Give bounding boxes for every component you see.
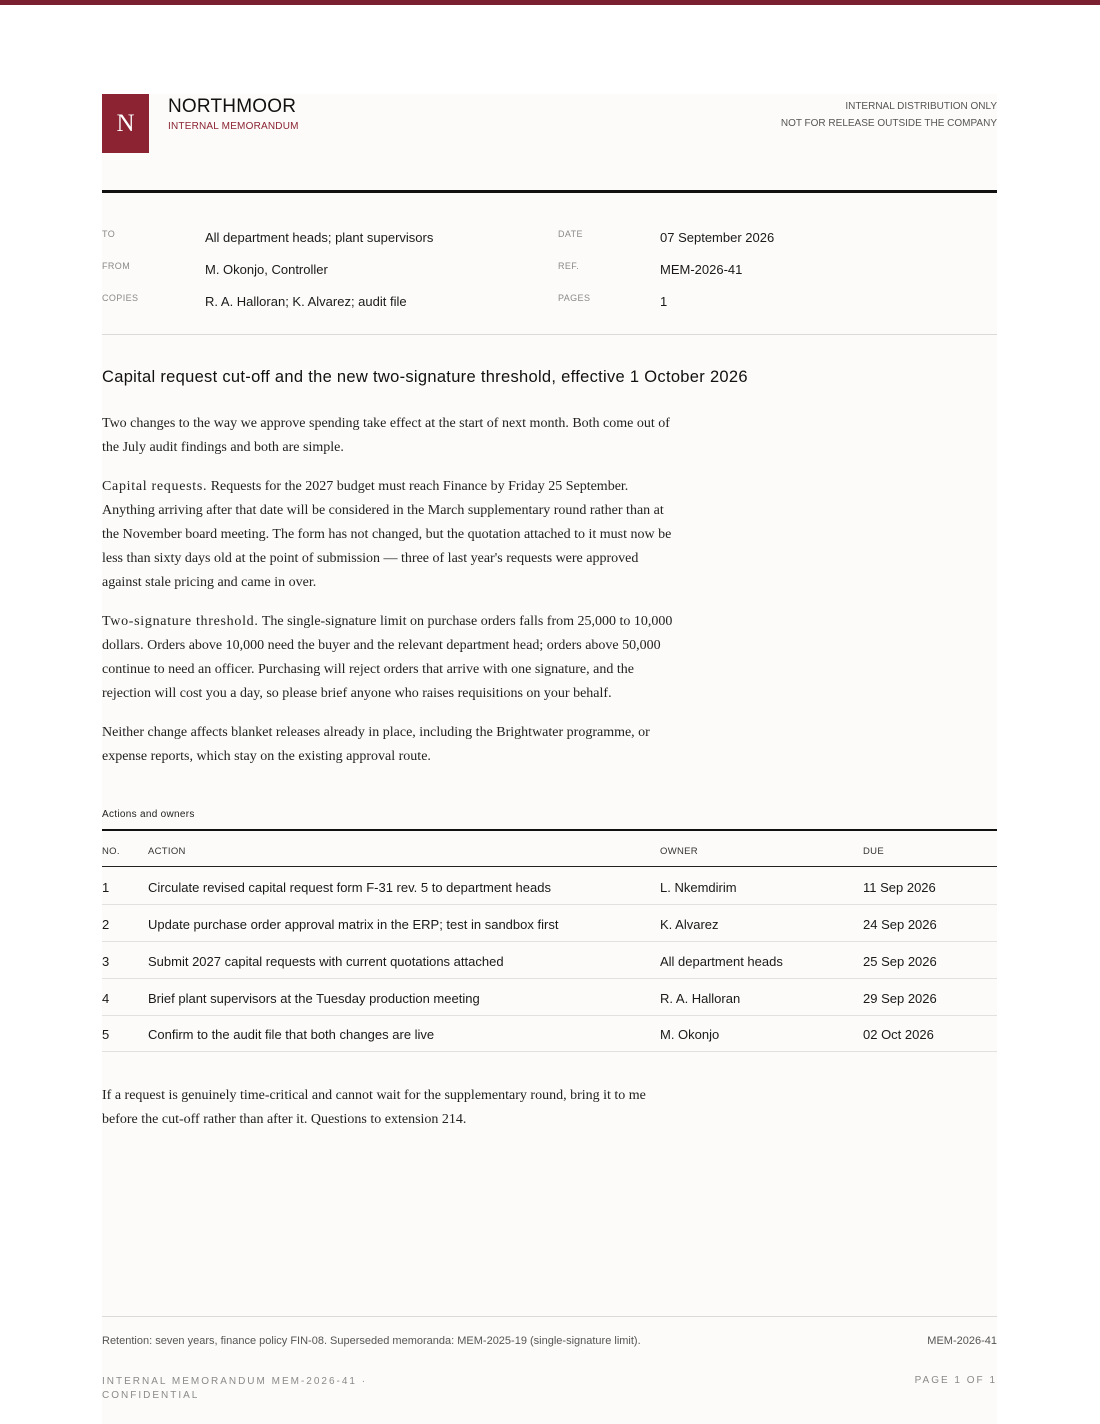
actions-table-header (102, 832, 997, 867)
footer-reference: MEM-2026-41 (927, 1335, 997, 1347)
from-value: M. Okonjo, Controller (205, 262, 328, 277)
header-action: ACTION (148, 846, 186, 857)
copies-label: COPIES (102, 293, 139, 303)
row-action: Submit 2027 capital requests with current quotations attached (148, 954, 504, 969)
body-paragraph-exceptions: Neither change affects blanket releases already in place, including the Brightwater programme, or expense reports, which stay on the existing approval route. (102, 725, 650, 764)
row-due: 11 Sep 2026 (863, 880, 936, 895)
meta-divider (102, 334, 997, 335)
distribution-line-2: NOT FOR RELEASE OUTSIDE THE COMPANY (780, 118, 997, 129)
closing-paragraph: If a request is genuinely time-critical and cannot wait for the supplementary round, bring it to me before the cut-off rather than after it. Questions to extension 214. (102, 1088, 646, 1127)
row-due: 02 Oct 2026 (863, 1027, 934, 1042)
row-owner: All department heads (660, 954, 783, 969)
row-owner: R. A. Halloran (660, 991, 741, 1006)
row-owner: M. Okonjo (660, 1027, 720, 1042)
pages-label: PAGES (558, 293, 591, 303)
to-label: TO (102, 229, 116, 239)
threshold-text: The single-signature limit on purchase orders falls from 25,000 to 10,000 dollars. Orders above 10,000 need the buyer and the relevant department head; orders above 50,000 continue to need an officer. Purchasing will reject orders that arrive with one signature, and the rejection will cost you a day, so please brief anyone who raises requisitions on your behalf. (102, 614, 673, 701)
row-due: 29 Sep 2026 (863, 991, 937, 1006)
footer-divider (102, 1316, 997, 1317)
row-action: Circulate revised capital request form F-31 rev. 5 to department heads (148, 880, 551, 895)
row-due: 24 Sep 2026 (863, 917, 937, 932)
row-number: 5 (102, 1027, 110, 1042)
document-type: INTERNAL MEMORANDUM (168, 121, 299, 132)
footer-confidential: INTERNAL MEMORANDUM MEM-2026-41 · CONFIDENTIAL (102, 1376, 368, 1401)
distribution-line-1: INTERNAL DISTRIBUTION ONLY (845, 101, 997, 112)
row-owner: K. Alvarez (660, 917, 719, 932)
row-number: 2 (102, 917, 110, 932)
body-paragraph-threshold (102, 610, 677, 706)
header-rule (102, 190, 997, 193)
row-action: Confirm to the audit file that both changes are live (148, 1027, 435, 1042)
header-no: NO. (102, 846, 120, 857)
page-indicator: PAGE 1 OF 1 (914, 1375, 997, 1386)
threshold-lead: Two-signature threshold. (102, 614, 259, 629)
ref-label: REF. (558, 261, 580, 271)
memo-subject: Capital request cut-off and the new two-signature threshold, effective 1 October 2026 (102, 368, 748, 386)
date-value: 07 September 2026 (660, 230, 775, 245)
header-owner: OWNER (660, 846, 698, 857)
copies-value: R. A. Halloran; K. Alvarez; audit file (205, 294, 407, 309)
table-row (102, 868, 997, 905)
retention-note: Retention: seven years, finance policy FIN-08. Superseded memoranda: MEM-2025-19 (single-signature limit). (102, 1335, 641, 1347)
table-row (102, 979, 997, 1016)
company-name: NORTHMOOR (168, 96, 297, 117)
body-paragraph-capital (102, 475, 677, 595)
actions-table-rule (102, 829, 997, 831)
body-paragraph-intro: Two changes to the way we approve spending take effect at the start of next month. Both come out of the July audit findings and both are simple. (102, 416, 670, 455)
row-owner: L. Nkemdirim (660, 880, 737, 895)
row-due: 25 Sep 2026 (863, 954, 937, 969)
row-action: Brief plant supervisors at the Tuesday production meeting (148, 991, 480, 1006)
table-row (102, 1015, 997, 1052)
memo-body (102, 412, 677, 784)
table-row (102, 942, 997, 979)
row-number: 1 (102, 880, 110, 895)
header-due: DUE (863, 846, 884, 857)
ref-value: MEM-2026-41 (660, 262, 743, 277)
table-row (102, 905, 997, 942)
capital-requests-text: Requests for the 2027 budget must reach Finance by Friday 25 September. Anything arriving after that date will be considered in the March supplementary round rather than at the November board meeting. The form has not changed, but the quotation attached to it must now be less than sixty days old at the point of submission — three of last year's requests were approved against stale pricing and came in over. (102, 479, 672, 590)
capital-requests-lead: Capital requests. (102, 479, 208, 494)
date-label: DATE (558, 229, 583, 239)
row-action: Update purchase order approval matrix in the ERP; test in sandbox first (148, 917, 559, 932)
row-number: 4 (102, 991, 110, 1006)
row-number: 3 (102, 954, 110, 969)
from-label: FROM (102, 261, 131, 271)
actions-table-caption: Actions and owners (102, 809, 195, 820)
pages-value: 1 (660, 294, 668, 309)
company-logo (102, 94, 149, 153)
logo-letter: N (116, 109, 135, 137)
distribution-notice (781, 98, 997, 132)
top-accent-bar (0, 0, 1100, 5)
to-value: All department heads; plant supervisors (205, 230, 434, 245)
